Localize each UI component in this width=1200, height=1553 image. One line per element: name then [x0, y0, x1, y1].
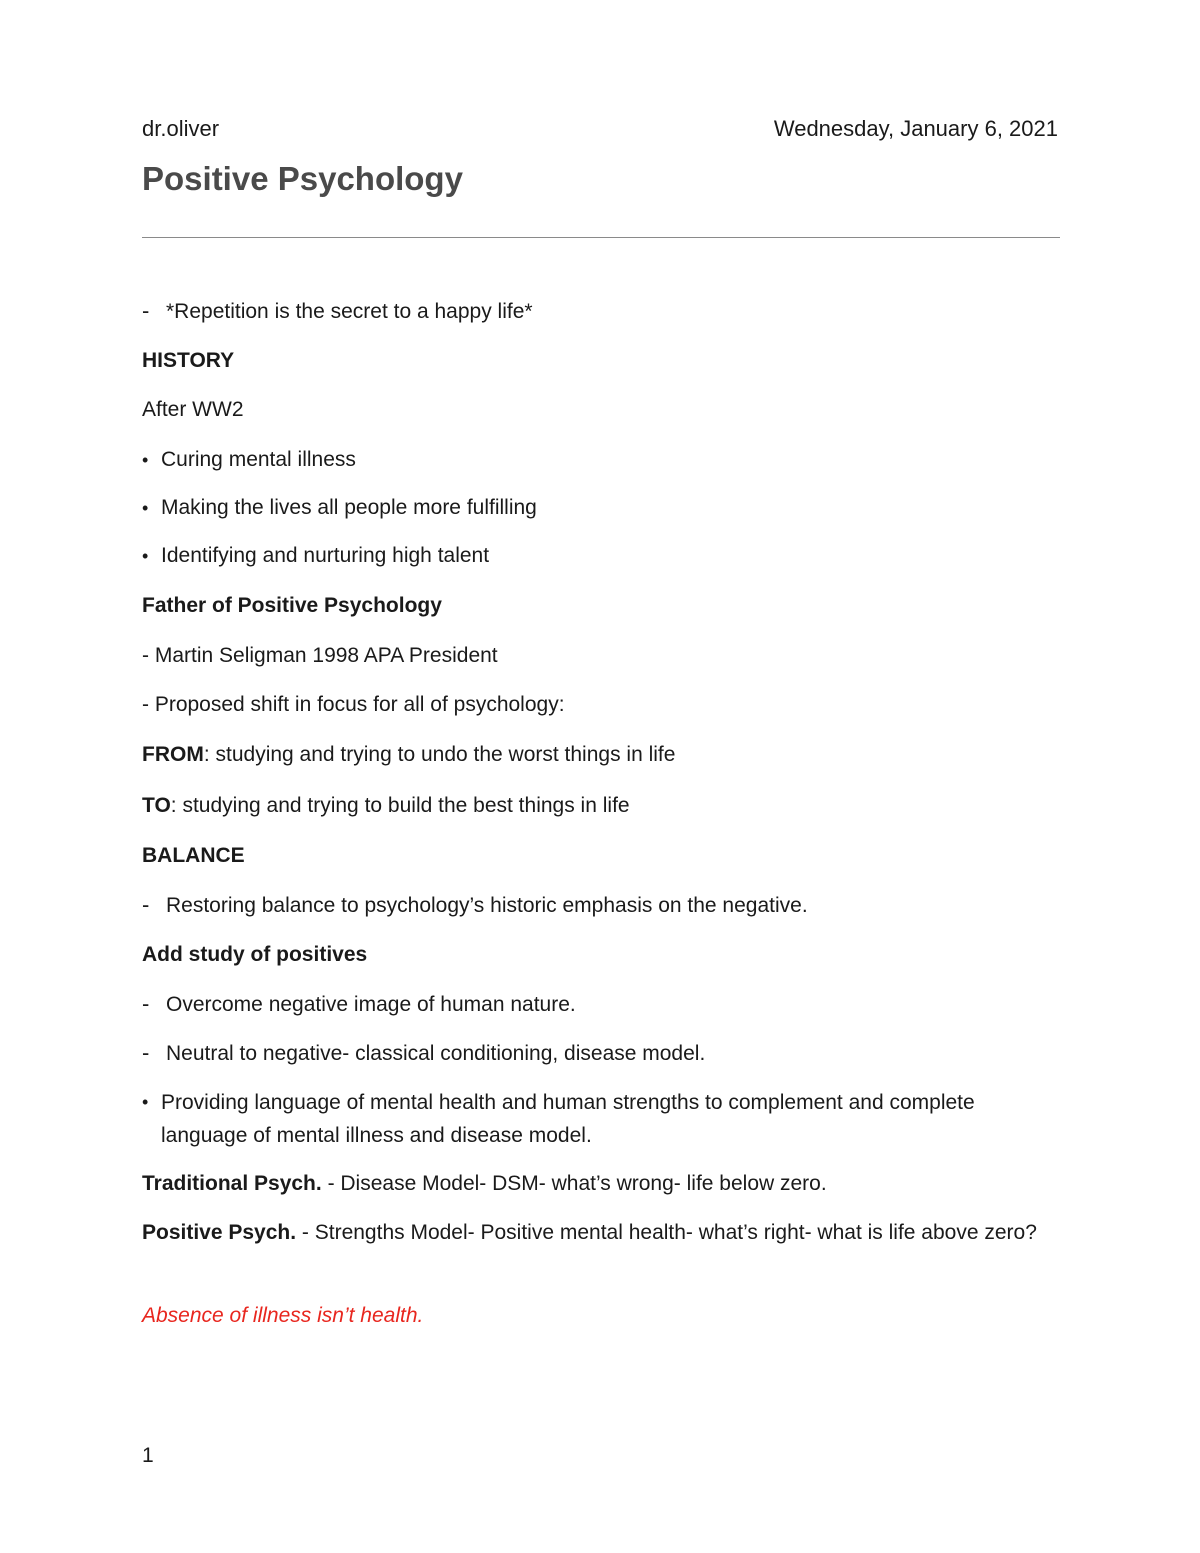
positive-label: Positive Psych. [142, 1221, 297, 1244]
header-date: Wednesday, January 6, 2021 [773, 116, 1058, 141]
bullet-marker: • [142, 450, 149, 470]
list-item-text: Curing mental illness [161, 448, 356, 471]
list-item [142, 495, 537, 521]
list-item [142, 447, 356, 473]
list-item [142, 1040, 705, 1067]
history-heading: HISTORY [142, 349, 235, 372]
traditional-label: Traditional Psych. [142, 1172, 322, 1195]
history-subheading: After WW2 [142, 398, 244, 421]
father-line: - Martin Seligman 1998 APA President [142, 644, 498, 667]
list-item-text: Making the lives all people more fulfilling [161, 496, 537, 519]
positive-line [142, 1216, 1042, 1249]
bullet-marker: • [142, 498, 149, 518]
list-item-text: Providing language of mental health and human strengths to complement and complete language of mental illness and disease model. [161, 1091, 975, 1147]
positives-heading: Add study of positives [142, 943, 368, 966]
quote-line [142, 298, 533, 325]
list-item [142, 991, 576, 1018]
traditional-text: - Disease Model- DSM- what’s wrong- life below zero. [321, 1172, 827, 1195]
page-title: Positive Psychology [142, 160, 463, 197]
from-label: FROM [142, 743, 204, 766]
highlight-note: Absence of illness isn’t health. [142, 1304, 424, 1327]
balance-line [142, 892, 808, 919]
quote-text: *Repetition is the secret to a happy life* [166, 300, 533, 323]
from-text: : studying and trying to undo the worst things in life [203, 743, 676, 766]
balance-text: Restoring balance to psychology’s historic emphasis on the negative. [166, 894, 808, 917]
father-line: - Proposed shift in focus for all of psychology: [142, 693, 565, 716]
list-item [142, 543, 489, 569]
list-item-text: Neutral to negative- classical conditioning, disease model. [166, 1042, 706, 1065]
to-text: : studying and trying to build the best things in life [170, 794, 630, 817]
list-item [142, 1086, 1002, 1152]
title-divider [142, 237, 1060, 238]
dash-marker: - [142, 892, 150, 917]
bullet-marker: • [142, 546, 149, 566]
positive-text: - Strengths Model- Positive mental health- what’s right- what is life above zero? [296, 1221, 1037, 1244]
header-author: dr.oliver [142, 116, 220, 141]
list-item-text: Overcome negative image of human nature. [166, 993, 576, 1016]
dash-marker: - [142, 991, 150, 1016]
from-line [142, 742, 675, 768]
bullet-marker: • [142, 1092, 149, 1112]
dash-marker: - [142, 1040, 150, 1065]
traditional-line [142, 1171, 827, 1197]
to-line [142, 793, 630, 819]
father-heading: Father of Positive Psychology [142, 594, 442, 617]
list-item-text: Identifying and nurturing high talent [161, 544, 490, 567]
to-label: TO [142, 794, 171, 817]
balance-heading: BALANCE [142, 844, 245, 867]
page-number: 1 [142, 1444, 154, 1467]
dash-marker: - [142, 298, 150, 323]
